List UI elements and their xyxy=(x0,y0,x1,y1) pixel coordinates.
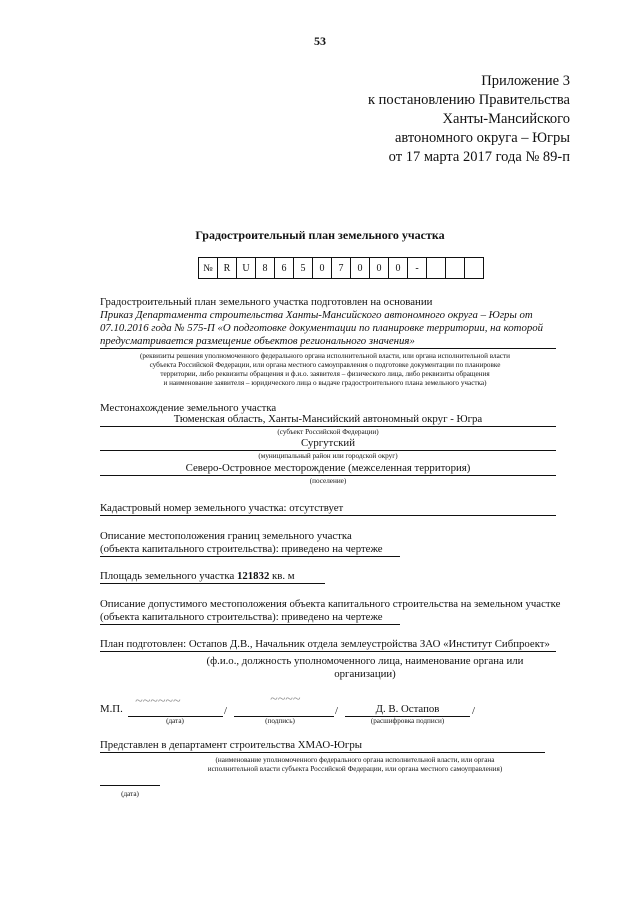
plan-number-cell: 0 xyxy=(370,258,389,279)
plan-number-cell: № xyxy=(199,258,218,279)
prepared-by: План подготовлен: Остапов Д.В., Начальник отдела землеустройства ЗАО «Институт Сибпроект» xyxy=(100,638,550,650)
plan-number-cell: 8 xyxy=(256,258,275,279)
plan-number-cell: 7 xyxy=(332,258,351,279)
plan-number-cell: R xyxy=(218,258,237,279)
plan-number-cell: 0 xyxy=(351,258,370,279)
subject-note: (субъект Российской Федерации) xyxy=(277,428,379,436)
plan-number-cell xyxy=(465,258,484,279)
submitted-to: Представлен в департамент строительства ХМАО-Югры xyxy=(100,739,362,751)
appendix-line-2: к постановлению Правительства xyxy=(368,92,570,108)
handwritten-signature: ~~~~ xyxy=(270,692,301,707)
cadastral-number: Кадастровый номер земельного участка: отсутствует xyxy=(100,502,344,514)
basis-note: (реквизиты решения уполномоченного федерального органа исполнительной власти, или органа исполнительной власти субъекта Российской Федерации, или органа местного самоуправления о подготовке документации по планировке территории, либо реквизиты обращения и ф.и.о. заявителя – физического лица, либо реквизиты обращения и наименование заявителя – юридического лица о выдаче градостроительного плана земельного участка) xyxy=(140,352,510,387)
settlement-note: (поселение) xyxy=(309,477,347,485)
district-note: (муниципальный район или городской округ) xyxy=(258,452,398,460)
location-label: Местонахождение земельного участка xyxy=(100,402,277,414)
area-value: 121832 xyxy=(236,570,270,582)
boundaries-line-2: (объекта капитального строительства): приведено на чертеже xyxy=(100,543,383,555)
date-label: (дата) xyxy=(166,717,184,725)
signer-name: Д. В. Остапов xyxy=(375,703,440,715)
prepared-note-1: (ф.и.о., должность уполномоченного лица, наименование органа или xyxy=(206,655,524,667)
document-title: Градостроительный план земельного участка xyxy=(195,228,445,242)
placement-line-2: (объекта капитального строительства): приведено на чертеже xyxy=(100,611,383,623)
plan-number-cell: 6 xyxy=(275,258,294,279)
area-line: Площадь земельного участка 121832 кв. м xyxy=(100,570,295,582)
appendix-header xyxy=(368,72,570,167)
plan-number-cell xyxy=(427,258,446,279)
plan-number-cell: 5 xyxy=(294,258,313,279)
appendix-line-1: Приложение 3 xyxy=(481,73,570,89)
appendix-line-5: от 17 марта 2017 года № 89-п xyxy=(388,149,570,165)
location-district: Сургутский xyxy=(300,437,355,449)
order-line-3: предусматривается размещение объектов регионального значения» xyxy=(100,335,415,347)
placement-line-1: Описание допустимого местоположения объекта капитального строительства на земельном участке xyxy=(100,598,561,610)
signature-label: (подпись) xyxy=(265,717,295,725)
boundaries-line-1: Описание местоположения границ земельного участка xyxy=(100,530,352,542)
order-line-2: 07.10.2016 года № 575-П «О подготовке документации по планировке территории, на которой xyxy=(100,322,544,334)
stamp-mark: М.П. xyxy=(100,703,123,715)
submitted-note: (наименование уполномоченного федерального органа исполнительной власти, или органа исполнительной власти субъекта Российской Федерации, или органа местного самоуправления) xyxy=(207,756,503,773)
plan-number-cell: 0 xyxy=(389,258,408,279)
page-number: 53 xyxy=(314,34,326,48)
basis-label: Градостроительный план земельного участка подготовлен на основании xyxy=(100,296,433,308)
handwritten-date-scribble: ~~~~~~ xyxy=(135,694,181,709)
plan-number-cell: - xyxy=(408,258,427,279)
order-line-1: Приказ Департамента строительства Ханты-Мансийского автономного округа – Югры от xyxy=(100,309,533,321)
decode-label: (расшифровка подписи) xyxy=(370,717,445,725)
final-date-label: (дата) xyxy=(121,790,139,798)
location-subject: Тюменская область, Ханты-Мансийский автономный округ - Югра xyxy=(173,413,483,425)
plan-number-grid xyxy=(198,257,484,279)
appendix-line-4: автономного округа – Югры xyxy=(394,130,570,146)
location-settlement: Северо-Островное месторождение (межселенная территория) xyxy=(185,462,471,474)
plan-number-cell: U xyxy=(237,258,256,279)
plan-number-cell: 0 xyxy=(313,258,332,279)
prepared-note-2: организации) xyxy=(334,668,396,680)
appendix-line-3: Ханты-Мансийского xyxy=(442,111,570,127)
plan-number-cell xyxy=(446,258,465,279)
